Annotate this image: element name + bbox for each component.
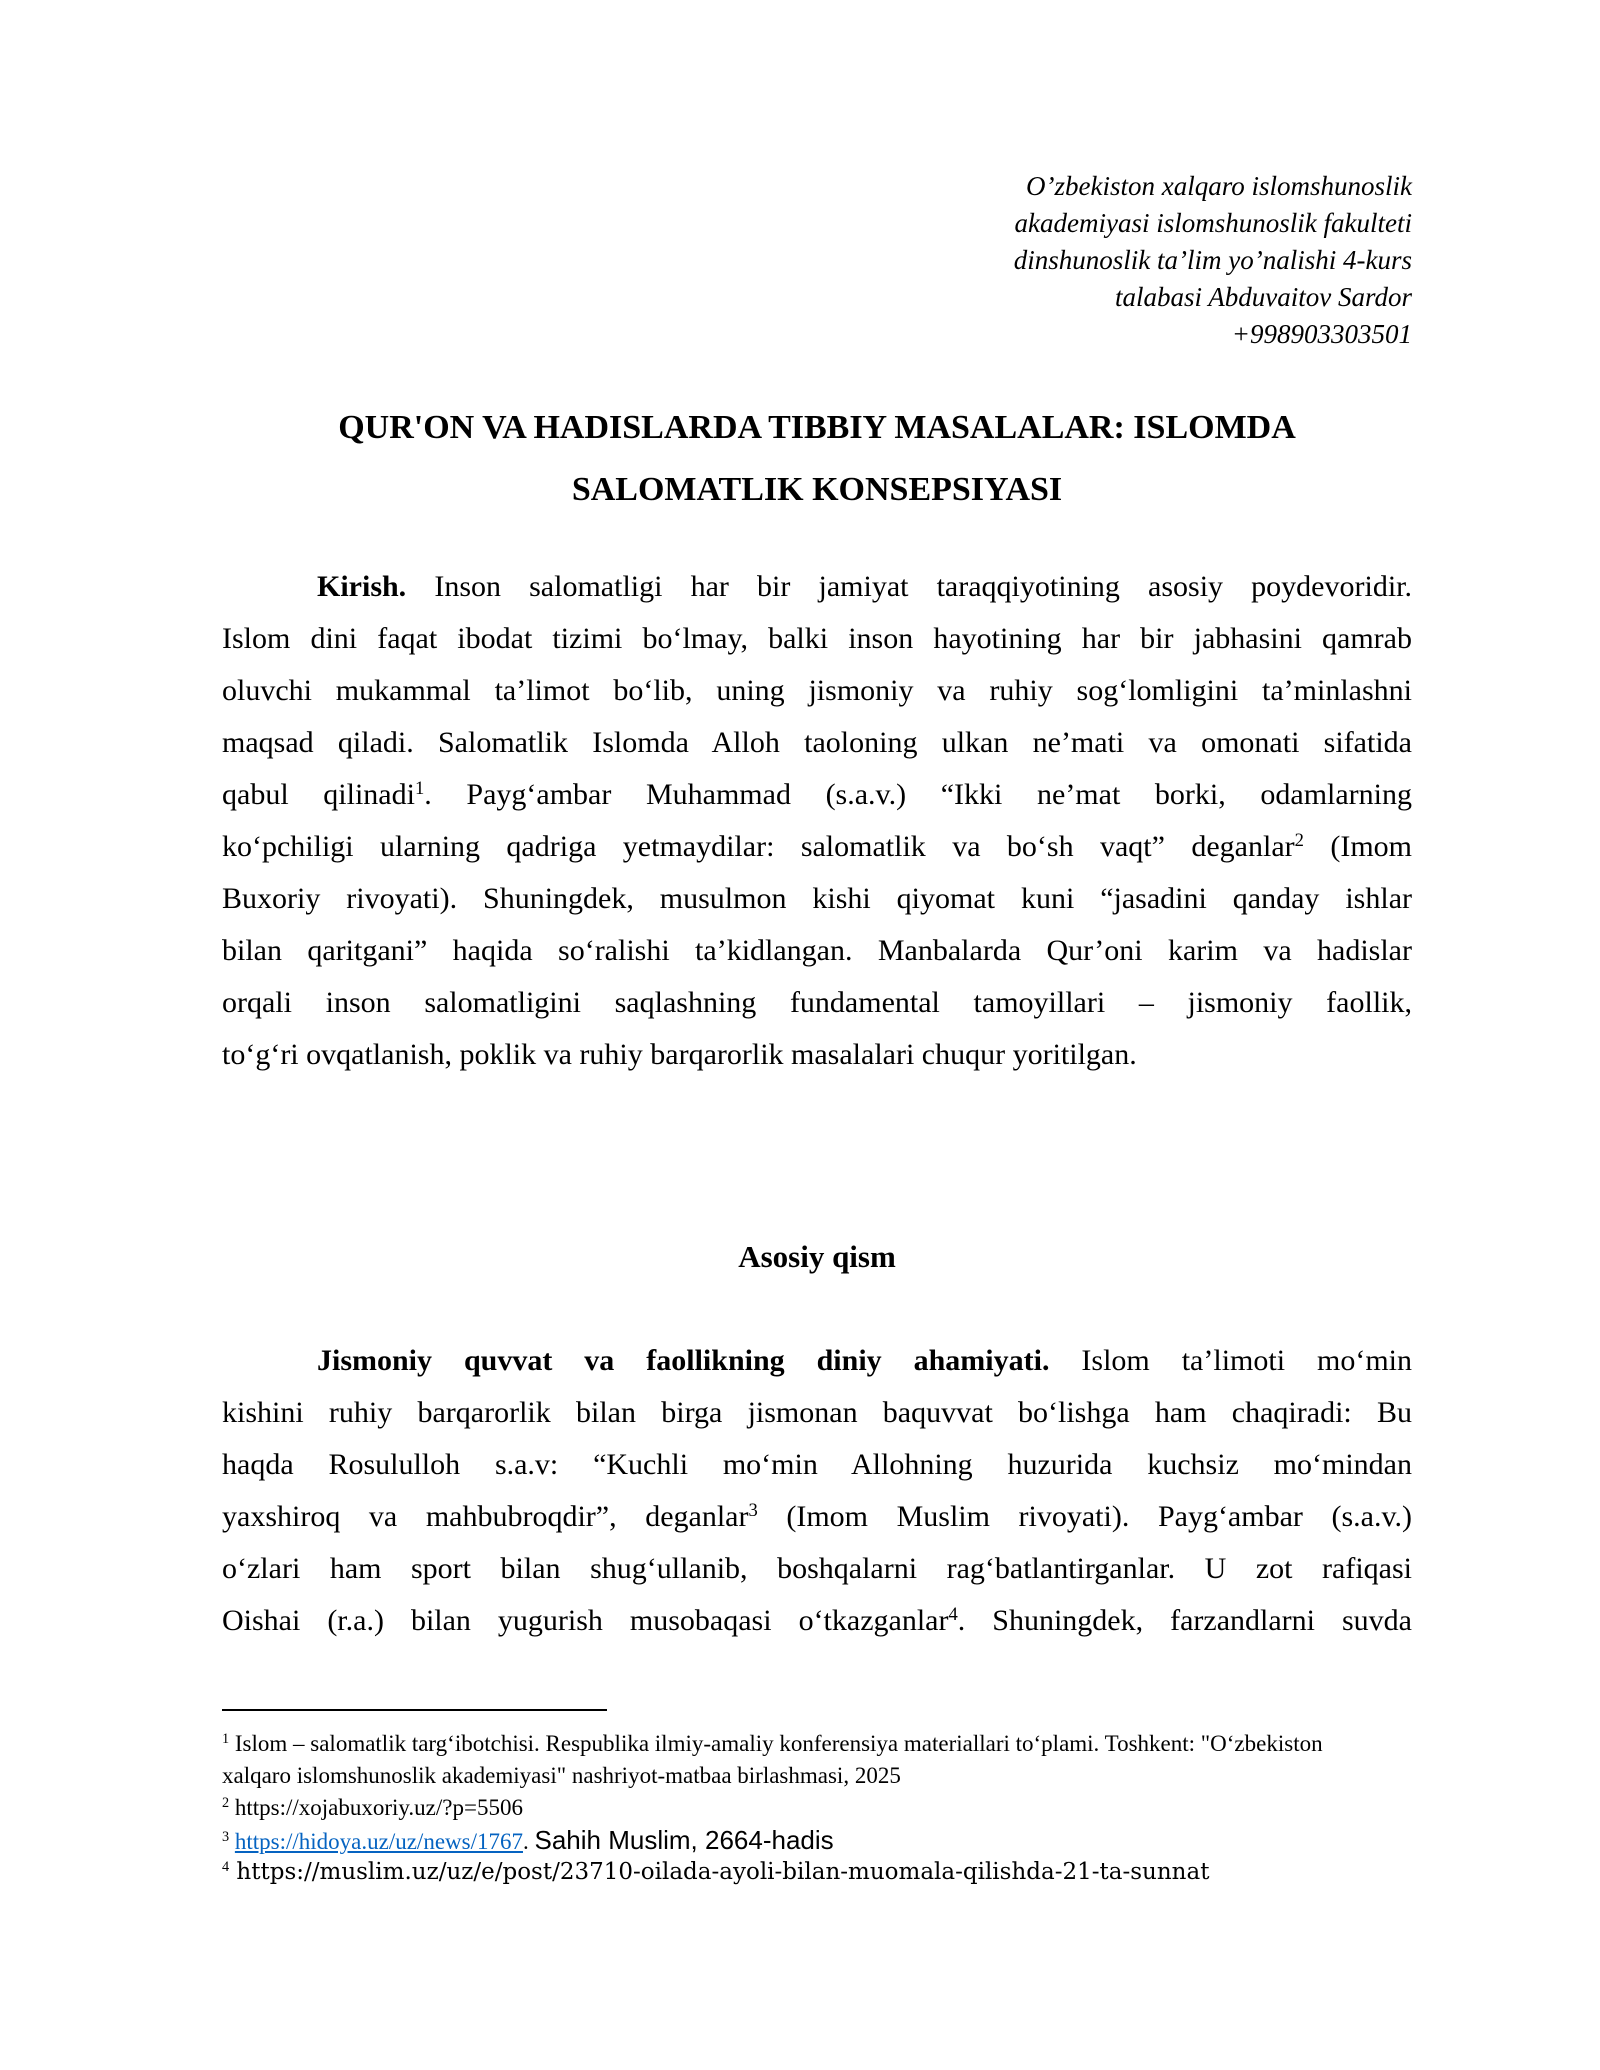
text-line: [222, 1439, 1412, 1491]
footnote-separator-line: [222, 1709, 607, 1711]
footnote-item: [222, 1792, 1412, 1824]
text-segment: Jismoniy quvvat va faollikning diniy ahamiyati.: [317, 1344, 1050, 1377]
author-info-line: akademiyasi islomshunoslik fakulteti: [1014, 208, 1412, 238]
text-segment: .: [522, 1829, 535, 1854]
text-line: [222, 1491, 1412, 1543]
author-info-line: talabasi Abduvaitov Sardor: [1115, 282, 1412, 312]
text-segment: xalqaro islomshunoslik akademiyasi" nashriyot-matbaa birlashmasi, 2025: [222, 1763, 901, 1788]
text-segment: to‘g‘ri ovqatlanish, poklik va ruhiy barqarorlik masalalari chuqur yoritilgan.: [222, 1038, 1137, 1071]
text-segment: qabul qilinadi: [222, 778, 415, 811]
footnote-ref: 2: [1294, 829, 1304, 851]
intro-paragraph: [222, 561, 1412, 1081]
text-segment: Sahih Muslim, 2664-hadis: [534, 1825, 834, 1855]
title-line-2: SALOMATLIK KONSEPSIYASI: [571, 471, 1063, 508]
author-phone: +998903303501: [1231, 319, 1412, 349]
text-segment: Buxoriy rivoyati). Shuningdek, musulmon kishi qiyomat kuni “jasadini qanday ishlar: [222, 882, 1412, 915]
text-segment: orqali inson salomatligini saqlashning fundamental tamoyillari – jismoniy faollik,: [222, 986, 1412, 1019]
text-segment: https://xojabuxoriy.uz/?p=5506: [229, 1795, 523, 1820]
section-heading: Asosiy qism: [738, 1239, 896, 1274]
text-segment: https://muslim.uz/uz/e/post/23710-oilada-ayoli-bilan-muomala-qilishda-21-ta-sunnat: [229, 1859, 1210, 1885]
text-line: [222, 717, 1412, 769]
text-line: [222, 1543, 1412, 1595]
text-segment: oluvchi mukammal ta’limot bo‘lib, uning jismoniy va ruhiy sog‘lomligini ta’minlashni: [222, 674, 1412, 707]
text-segment: . Shuningdek, farzandlarni suvda: [957, 1604, 1412, 1637]
footnote-item: [222, 1856, 1412, 1888]
text-segment: maqsad qiladi. Salomatlik Islomda Alloh taoloning ulkan ne’mati va omonati sifatida: [222, 726, 1412, 759]
author-info-block: [222, 168, 1412, 353]
footnotes-block: [222, 1728, 1412, 1888]
text-line: [222, 769, 1412, 821]
footnote-ref: 2: [222, 1795, 230, 1812]
document-title: [222, 397, 1412, 521]
text-segment: Kirish.: [317, 570, 407, 603]
text-line: [222, 665, 1412, 717]
text-segment: ko‘pchiligi ularning qadriga yetmaydilar: salomatlik va bo‘sh vaqt” deganlar: [222, 830, 1295, 863]
footnote-item: [222, 1824, 1412, 1856]
text-segment: Inson salomatligi har bir jamiyat taraqqiyotining asosiy poydevoridir.: [406, 570, 1412, 603]
footnote-ref: 1: [222, 1731, 230, 1748]
footnote-link[interactable]: https://hidoya.uz/uz/news/1767: [234, 1829, 523, 1854]
body-paragraph: [222, 1335, 1412, 1647]
footnote-item: [222, 1760, 1412, 1792]
text-line: [222, 977, 1412, 1029]
footnote-ref: 4: [222, 1859, 230, 1876]
author-info-line: dinshunoslik ta’lim yo’nalishi 4-kurs: [1013, 245, 1412, 275]
text-segment: (Imom: [1303, 830, 1412, 863]
text-segment: bilan qaritgani” haqida so‘ralishi ta’kidlangan. Manbalarda Qur’oni karim va hadislar: [222, 934, 1412, 967]
text-line: [222, 873, 1412, 925]
text-segment: Oishai (r.a.) bilan yugurish musobaqasi o‘tkazganlar: [222, 1604, 949, 1637]
text-segment: o‘zlari ham sport bilan shug‘ullanib, boshqalarni rag‘batlantirganlar. U zot rafiqasi: [222, 1552, 1412, 1585]
footnote-ref: 4: [948, 1603, 958, 1625]
footnote-ref: 1: [414, 777, 425, 799]
author-info-line: O’zbekiston xalqaro islomshunoslik: [1026, 171, 1412, 201]
text-line: [222, 821, 1412, 873]
text-line: [222, 1335, 1412, 1387]
text-segment: kishini ruhiy barqarorlik bilan birga jismonan baquvvat bo‘lishga ham chaqiradi: Bu: [222, 1396, 1412, 1429]
title-line-1: QUR'ON VA HADISLARDA TIBBIY MASALALAR: ISLOMDA: [338, 409, 1296, 446]
text-line: [222, 1387, 1412, 1439]
footnote-item: [222, 1728, 1412, 1760]
footnote-ref: 3: [748, 1499, 758, 1521]
text-segment: Islom – salomatlik targ‘ibotchisi. Respublika ilmiy-amaliy konferensiya materiallari to‘plami. Toshkent: "O‘zbekiston: [229, 1731, 1323, 1756]
text-segment: (Imom Muslim rivoyati). Payg‘ambar (s.a.v.): [757, 1500, 1412, 1533]
footnote-ref: 3: [222, 1829, 230, 1846]
text-segment: Islom dini faqat ibodat tizimi bo‘lmay, balki inson hayotining har bir jabhasini qamrab: [222, 622, 1412, 655]
text-line: [222, 1029, 1412, 1081]
text-line: [222, 561, 1412, 613]
text-line: [222, 1595, 1412, 1647]
text-line: [222, 925, 1412, 977]
text-segment: yaxshiroq va mahbubroqdir”, deganlar: [222, 1500, 749, 1533]
text-segment: . Payg‘ambar Muhammad (s.a.v.) “Ikki ne’mat borki, odamlarning: [424, 778, 1412, 811]
text-line: [222, 613, 1412, 665]
text-segment: Islom ta’limoti mo‘min: [1049, 1344, 1412, 1377]
text-segment: haqda Rosululloh s.a.v: “Kuchli mo‘min Allohning huzurida kuchsiz mo‘mindan: [222, 1448, 1412, 1481]
